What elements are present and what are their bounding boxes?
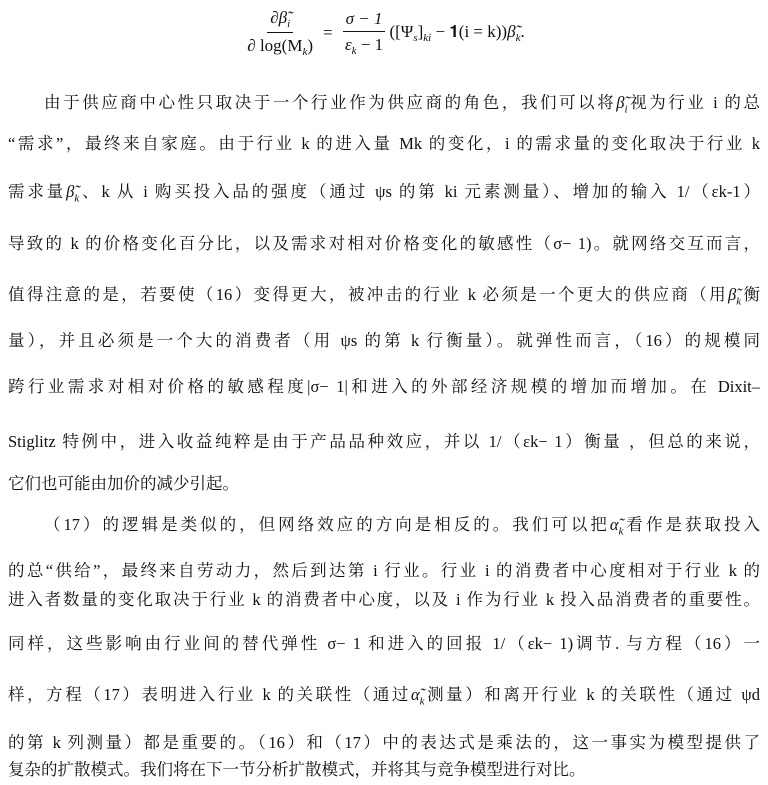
lhs-numerator: $\partial\betã_i$ (267, 8, 293, 33)
p1-line-3: 需求量$\betã_k$、k 从 i 购买投入品的强度（通过 ψs 的第 ki 元素测量）、增加的输入 1/（εk-1） (8, 182, 760, 205)
p1-line-5: 值得注意的是，若要使（16）变得更大，被冲击的行业 k 必须是一个更大的供应商（用$\betã_k$衡 (8, 285, 761, 308)
p2-line-2: 的总“供给”，最终来自劳动力，然后到达第 i 行业。行业 i 的消费者中心度相对于行业 k 的 (8, 561, 760, 580)
lhs-fraction (247, 8, 313, 58)
rhs-fraction (343, 9, 386, 57)
alpha-k-symbol-2: $\alphã_k$ (410, 685, 425, 708)
p1-line-1: 由于供应商中心性只取决于一个行业作为供应商的角色，我们可以将$\betã_i$视为行业 i 的总 (44, 93, 761, 116)
p1-line-9: 它们也可能由加价的减少引起。 (8, 474, 239, 493)
p1-line-8: Stiglitz 特例中，进入收益纯粹是由于产品品种效应，并以 1/（εk− 1）衡量 ，但总的来说， (8, 432, 760, 451)
equation-17 (0, 2, 768, 64)
p1-line-4: 导致的 k 的价格变化百分比，以及需求对相对价格变化的敏感性（σ− 1)。就网络交互而言， (8, 234, 760, 253)
p2-line-3: 进入者数量的变化取决于行业 k 的消费者中心度，以及 i 作为行业 k 投入品消费者的重要性。 (8, 590, 760, 609)
rhs-bracket-term: ($[\Psi_s]_{ki}$ − 𝟏(i = $k))\betã_k$. (389, 22, 525, 44)
p1-line-6: 量），并且必须是一个大的消费者（用 ψs 的第 k 行衡量）。就弹性而言，（16）的规模同 (8, 331, 760, 350)
p1-line-2: “需求”，最终来自家庭。由于行业 k 的进入量 Mk 的变化，i 的需求量的变化取决于行业 k (8, 134, 760, 153)
p2-line-6: 的第 k 列测量）都是重要的。（16）和（17）中的表达式是乘法的，这一事实为模型提供了 (8, 733, 760, 752)
beta-k-symbol-2: $\betã_k$ (728, 285, 742, 308)
p1-line-7: 跨行业需求对相对价格的敏感程度|σ− 1|和进入的外部经济规模的增加而增加。在 Dixit– (8, 377, 760, 396)
rhs-numerator: σ − 1 (343, 9, 386, 32)
p2-line-5: 样，方程（17）表明进入行业 k 的关联性（通过$\alphã_k$测量）和离开行业 k 的关联性（通过 ψd (8, 685, 760, 708)
lhs-denominator: ∂ $\log(M_k)$ (247, 36, 314, 58)
beta-i-symbol: $\betã_i$ (616, 93, 628, 116)
rhs-denominator: $\varepsilon_k - 1$ (344, 35, 384, 57)
p2-line-4: 同样，这些影响由行业间的替代弹性 σ− 1 和进入的回报 1/（εk− 1)调节. 与方程（16）一 (8, 634, 760, 653)
p2-line-7: 复杂的扩散模式。我们将在下一节分析扩散模式，并将其与竞争模型进行对比。 (8, 760, 586, 779)
beta-k-symbol: $\betã_k$ (66, 182, 80, 205)
equals-sign: = (323, 23, 333, 42)
p2-line-1: （17）的逻辑是类似的，但网络效应的方向是相反的。我们可以把$\alphã_k$看作是获取投入 (44, 515, 761, 538)
alpha-k-symbol: $\alphã_k$ (609, 515, 624, 538)
